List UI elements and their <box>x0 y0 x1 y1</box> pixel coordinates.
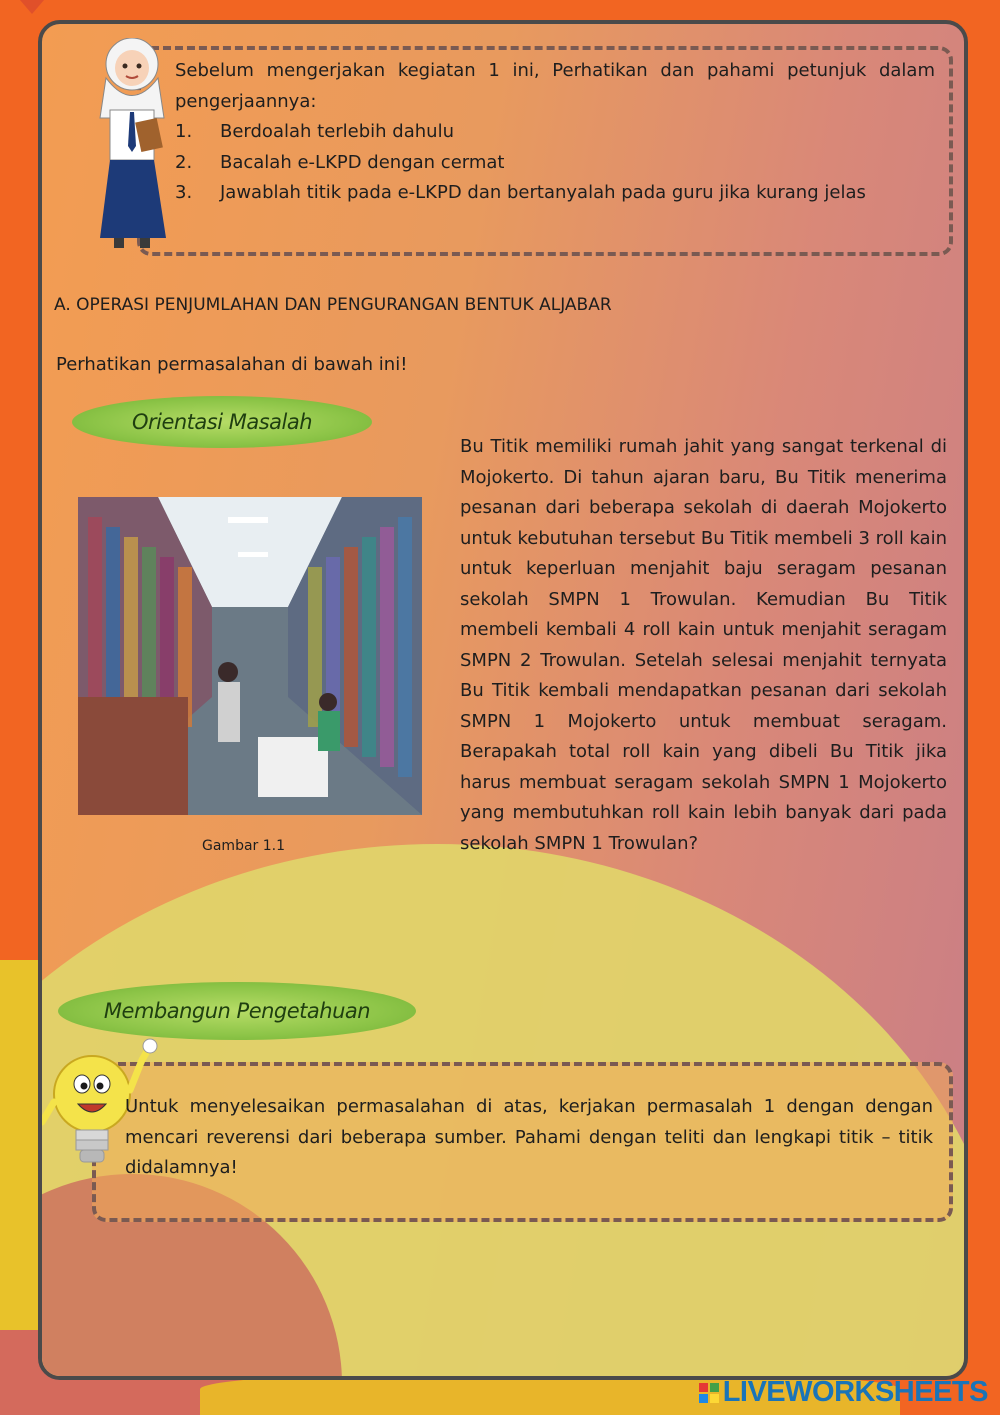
instructions-content <box>175 56 935 209</box>
fabric-store-photo <box>78 497 422 815</box>
step-text: Berdoalah terlebih dahulu <box>220 121 454 142</box>
step-text: Jawablah titik pada e-LKPD dan bertanyalah pada guru jika kurang jelas <box>220 182 866 203</box>
step-number: 3. <box>175 182 193 203</box>
instructions-list <box>175 117 935 209</box>
step-text: Bacalah e-LKPD dengan cermat <box>220 151 505 173</box>
logo-blocks-icon <box>699 1383 719 1403</box>
orientation-label-badge <box>72 396 372 448</box>
list-item <box>175 178 935 209</box>
brand-name: LIVEWORKSHEETS <box>722 1376 988 1408</box>
fabric-store-illustration <box>78 497 422 815</box>
step-number: 1. <box>175 121 193 142</box>
instructions-intro: Sebelum mengerjakan kegiatan 1 ini, Perhatikan dan pahami petunjuk dalam pengerjaannya: <box>175 60 935 112</box>
section-heading: A. OPERASI PENJUMLAHAN DAN PENGURANGAN BENTUK ALJABAR <box>54 295 612 315</box>
worksheet-page <box>38 20 968 1380</box>
problem-story: Bu Titik memiliki rumah jahit yang sangat terkenal di Mojokerto. Di tahun ajaran baru, Bu Titik menerima pesanan dari beberapa sekolah di daerah Mojokerto untuk kebutuhan tersebut Bu Titik membeli 3 roll kain untuk keperluan menjahit baju seragam pesanan sekolah SMPN 1 Trowulan. Kemudian Bu Titik membeli kembali 4 roll kain untuk menjahit seragam SMPN 2 Trowulan. Setelah selesai menjahit ternyata Bu Titik kembali mendapatkan pesanan dari sekolah SMPN 1 Mojokerto untuk membuat seragam. Berapakah total roll kain yang dibeli Bu Titik jika harus membuat seragam sekolah SMPN 1 Mojokerto yang membutuhkan roll kain lebih banyak dari pada sekolah SMPN 1 Trowulan? <box>460 436 947 854</box>
student-girl-icon <box>94 38 174 250</box>
corner-chevron-icon <box>20 0 44 14</box>
knowledge-text: Untuk menyelesaikan permasalahan di atas, kerjakan permasalah 1 dengan dengan mencari reverensi dari beberapa sumber. Pahami dengan teliti dan lengkapi titik – titik didalamnya! <box>125 1096 933 1178</box>
knowledge-label: Membangun Pengetahuan <box>103 999 371 1023</box>
photo-caption: Gambar 1.1 <box>202 838 286 854</box>
problem-prompt: Perhatikan permasalahan di bawah ini! <box>56 354 408 375</box>
list-item <box>175 117 935 148</box>
step-number: 2. <box>175 151 193 173</box>
background-decoration <box>0 960 40 1380</box>
liveworksheets-logo <box>699 1376 988 1409</box>
list-item <box>175 148 935 179</box>
orientation-label: Orientasi Masalah <box>131 410 313 434</box>
